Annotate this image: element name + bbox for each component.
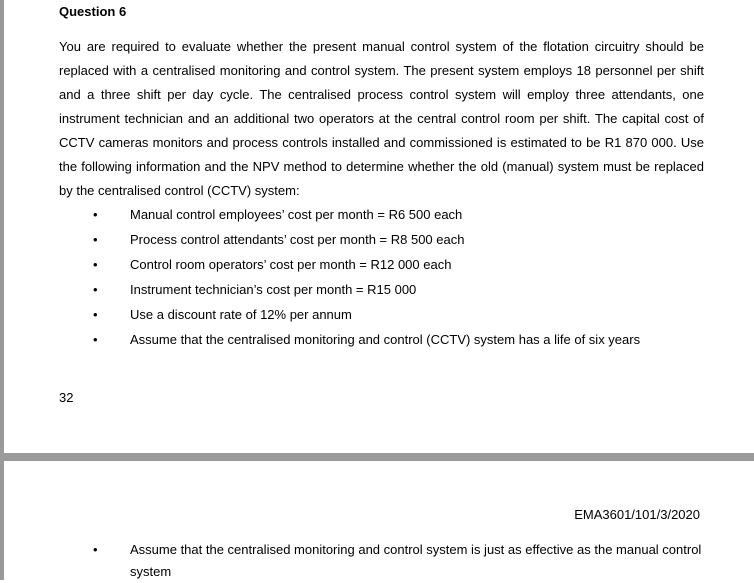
list-item (4, 278, 754, 303)
page-separator (4, 453, 754, 461)
bullet-icon: • (93, 332, 98, 347)
bullet-icon: • (93, 307, 98, 322)
question-heading: Question 6 (59, 4, 127, 19)
bullet-text: Instrument technician’s cost per month = R15 000 (130, 282, 417, 297)
page-bottom (4, 461, 754, 580)
list-item (4, 328, 754, 353)
bullet-text: Control room operators’ cost per month = R12 000 each (130, 257, 452, 272)
bullet-icon: • (93, 207, 98, 222)
bullet-icon: • (93, 232, 98, 247)
bullet-icon: • (93, 257, 98, 272)
info-bullet-list (4, 203, 754, 353)
document-reference: EMA3601/101/3/2020 (574, 507, 700, 522)
page-number: 32 (59, 390, 74, 405)
page-top (4, 0, 754, 453)
list-item (4, 228, 754, 253)
question-paragraph: You are required to evaluate whether the present manual control system of the flotation circuitry should be replaced with a centralised monitoring and control system. The present system employs 18 personnel per shift and a three shift per day cycle. The centralised process control system will employ three attendants, one instrument technician and an additional two operators at the central control room per shift. The capital cost of CCTV cameras monitors and process controls installed and commissioned is estimated to be R1 870 000. Use the following information and the NPV method to determine whether the old (manual) system must be replaced by the centralised control (CCTV) system: (59, 39, 704, 198)
bullet-text: Use a discount rate of 12% per annum (130, 307, 352, 322)
bullet-text: Assume that the centralised monitoring and control (CCTV) system has a life of six years (130, 332, 641, 347)
list-item (4, 203, 754, 228)
bullet-icon: • (93, 542, 98, 557)
bullet-text: Assume that the centralised monitoring and control system is just as effective as the manual control system (130, 542, 702, 579)
list-item (4, 253, 754, 278)
bullet-text: Process control attendants’ cost per month = R8 500 each (130, 232, 465, 247)
bullet-icon: • (93, 282, 98, 297)
list-item (4, 303, 754, 328)
bullet-text: Manual control employees’ cost per month = R6 500 each (130, 207, 463, 222)
